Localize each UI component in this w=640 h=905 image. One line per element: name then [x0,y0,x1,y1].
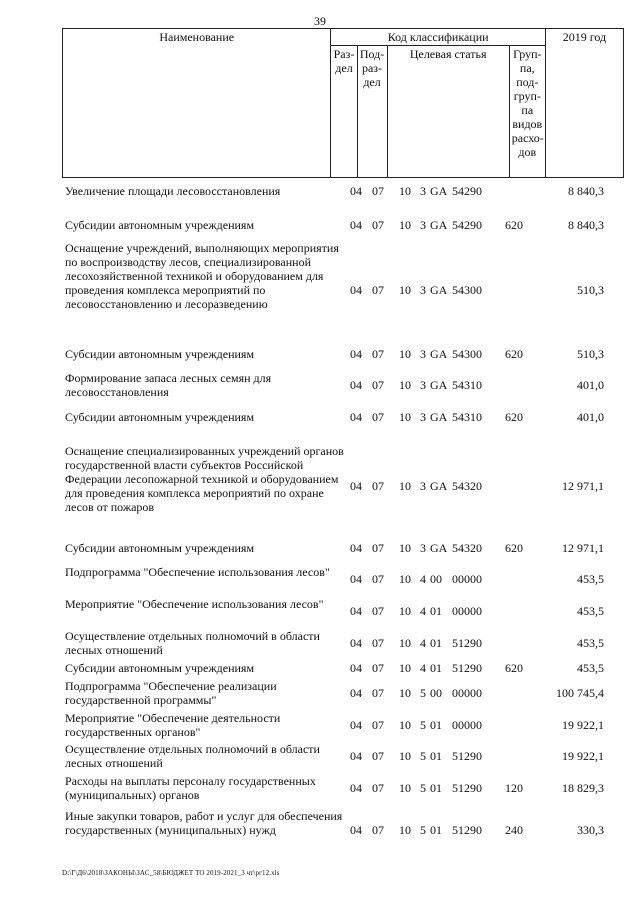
header-section: Раз-дел [331,46,357,178]
row-code-d: 54310 [452,410,482,424]
row-code-c: 01 [430,749,442,763]
row-name: Субсидии автономным учреждениям [65,410,255,424]
row-name: Осуществление отдельных полномочий в области лесных отношений [65,629,320,657]
row-code-b: 3 [420,283,426,297]
row-code-rz: 04 [350,572,362,586]
row-code-c: 01 [430,604,442,618]
row-name: Мероприятие "Обеспечение деятельности государственных органов" [65,711,281,739]
table-header [62,28,624,178]
row-code-a: 10 [399,184,411,198]
row-amount: 330,3 [577,823,604,837]
row-code-d: 54300 [452,283,482,297]
row-code-c: 01 [430,823,442,837]
row-code-b: 3 [420,184,426,198]
row-amount: 510,3 [577,347,604,361]
row-code-c: 01 [430,718,442,732]
row-code-b: 4 [420,604,426,618]
row-code-b: 5 [420,781,426,795]
row-code-c: 01 [430,781,442,795]
row-name: Осуществление отдельных полномочий в области лесных отношений [65,742,320,770]
row-code-pr: 07 [372,604,384,618]
row-code-pr: 07 [372,661,384,675]
row-code-a: 10 [399,686,411,700]
row-code-d: 54290 [452,218,482,232]
row-code-pr: 07 [372,749,384,763]
row-code-a: 10 [399,749,411,763]
row-name: Расходы на выплаты персоналу государственных (муниципальных) органов [65,774,316,802]
row-code-d: 00000 [452,718,482,732]
row-code-a: 10 [399,604,411,618]
row-code-c: GA [430,410,448,424]
header-name: Наименование [63,29,331,178]
header-year: 2019 год [545,29,623,178]
row-name: Субсидии автономным учреждениям [65,541,255,555]
row-code-pr: 07 [372,541,384,555]
row-code-a: 10 [399,479,411,493]
row-code-a: 10 [399,661,411,675]
row-code-rz: 04 [350,781,362,795]
row-amount: 401,0 [577,378,604,392]
row-amount: 19 922,1 [562,718,604,732]
row-amount: 453,5 [577,572,604,586]
row-code-a: 10 [399,410,411,424]
row-code-pr: 07 [372,218,384,232]
row-code-a: 10 [399,636,411,650]
row-code-pr: 07 [372,410,384,424]
row-code-rz: 04 [350,718,362,732]
row-code-d: 54290 [452,184,482,198]
row-amount: 100 745,4 [556,686,604,700]
row-code-c: 00 [430,686,442,700]
row-code-pr: 07 [372,347,384,361]
row-code-b: 4 [420,636,426,650]
row-amount: 8 840,3 [568,218,604,232]
row-code-c: 00 [430,572,442,586]
row-name: Мероприятие "Обеспечение использования лесов" [65,597,324,611]
row-code-b: 5 [420,718,426,732]
row-code-rz: 04 [350,749,362,763]
row-amount: 8 840,3 [568,184,604,198]
row-code-rz: 04 [350,686,362,700]
row-name: Субсидии автономным учреждениям [65,661,255,675]
row-code-rz: 04 [350,378,362,392]
row-code-d: 54300 [452,347,482,361]
row-code-vr: 240 [505,823,523,837]
row-code-pr: 07 [372,184,384,198]
row-code-a: 10 [399,572,411,586]
header-target-article: Целевая статья [387,46,509,178]
row-code-c: GA [430,218,448,232]
row-code-b: 5 [420,823,426,837]
row-code-c: GA [430,347,448,361]
row-code-rz: 04 [350,636,362,650]
header-classification: Код классификации [331,29,545,46]
row-code-pr: 07 [372,378,384,392]
row-code-b: 5 [420,686,426,700]
page-number: 39 [314,14,326,28]
row-name: Субсидии автономным учреждениям [65,218,255,232]
row-code-rz: 04 [350,541,362,555]
row-code-vr: 620 [505,218,523,232]
row-code-d: 00000 [452,572,482,586]
row-code-vr: 620 [505,541,523,555]
row-code-b: 3 [420,347,426,361]
row-name: Формирование запаса лесных семян для лесовосстановления [65,371,272,399]
row-code-b: 3 [420,218,426,232]
row-code-pr: 07 [372,283,384,297]
header-subsection: Под-раз-дел [357,46,387,178]
row-code-a: 10 [399,823,411,837]
row-code-rz: 04 [350,184,362,198]
row-code-b: 3 [420,479,426,493]
row-code-b: 3 [420,541,426,555]
row-code-d: 00000 [452,604,482,618]
row-code-pr: 07 [372,823,384,837]
row-code-c: GA [430,479,448,493]
row-amount: 18 829,3 [562,781,604,795]
row-code-c: 01 [430,661,442,675]
row-code-a: 10 [399,541,411,555]
row-code-d: 54310 [452,378,482,392]
row-code-a: 10 [399,218,411,232]
row-amount: 12 971,1 [562,479,604,493]
header-expense-group: Груп-па, под-груп-па видов расхо-дов [509,46,545,178]
row-code-vr: 620 [505,410,523,424]
row-code-rz: 04 [350,410,362,424]
row-code-b: 4 [420,572,426,586]
row-code-d: 51290 [452,661,482,675]
row-code-c: GA [430,184,448,198]
row-name: Подпрограмма "Обеспечение реализации государственной программы" [65,679,277,707]
row-code-pr: 07 [372,781,384,795]
row-code-d: 51290 [452,823,482,837]
row-code-rz: 04 [350,347,362,361]
row-code-pr: 07 [372,479,384,493]
row-amount: 453,5 [577,636,604,650]
row-code-c: GA [430,378,448,392]
row-code-vr: 620 [505,347,523,361]
row-code-a: 10 [399,378,411,392]
row-code-d: 51290 [452,781,482,795]
file-path-footer: D:\Г\Д6\2018\ЗАКОНЫ\ЗАС_58\БЮДЖЕТ ТО 2019-2021_3 чт\рг12.xls [62,869,280,877]
row-code-c: GA [430,541,448,555]
row-name: Оснащение учреждений, выполняющих мероприятия по воспроизводству лесов, специализированной лесохозяйственной техникой и оборудованием для проведения комплекса мероприятий по лесовосстановлению и лесоразведению [65,241,339,311]
row-code-pr: 07 [372,636,384,650]
row-code-vr: 120 [505,781,523,795]
row-amount: 19 922,1 [562,749,604,763]
row-code-b: 5 [420,749,426,763]
row-code-d: 54320 [452,479,482,493]
row-code-pr: 07 [372,718,384,732]
row-amount: 453,5 [577,604,604,618]
row-code-a: 10 [399,347,411,361]
row-name: Оснащение специализированных учреждений органов государственной власти субъектов Российской Федерации лесопожарной техникой и оборудованием для проведения комплекса мероприятий по охране лесов от пожаров [65,444,344,514]
row-code-d: 51290 [452,636,482,650]
row-code-b: 4 [420,661,426,675]
row-code-rz: 04 [350,283,362,297]
row-code-c: GA [430,283,448,297]
row-code-a: 10 [399,718,411,732]
row-code-d: 54320 [452,541,482,555]
row-amount: 453,5 [577,661,604,675]
row-code-d: 51290 [452,749,482,763]
row-amount: 12 971,1 [562,541,604,555]
row-code-d: 00000 [452,686,482,700]
row-code-b: 3 [420,378,426,392]
row-name: Подпрограмма "Обеспечение использования лесов" [65,565,330,579]
row-code-vr: 620 [505,661,523,675]
row-code-pr: 07 [372,572,384,586]
row-code-pr: 07 [372,686,384,700]
row-code-b: 3 [420,410,426,424]
row-code-rz: 04 [350,604,362,618]
row-code-rz: 04 [350,661,362,675]
row-code-rz: 04 [350,218,362,232]
row-code-rz: 04 [350,823,362,837]
row-code-a: 10 [399,781,411,795]
row-amount: 401,0 [577,410,604,424]
row-code-rz: 04 [350,479,362,493]
row-amount: 510,3 [577,283,604,297]
row-name: Субсидии автономным учреждениям [65,347,255,361]
row-name: Увеличение площади лесовосстановления [65,184,281,198]
row-code-c: 01 [430,636,442,650]
row-code-a: 10 [399,283,411,297]
row-name: Иные закупки товаров, работ и услуг для обеспечения государственных (муниципальных) нужд [65,809,343,837]
